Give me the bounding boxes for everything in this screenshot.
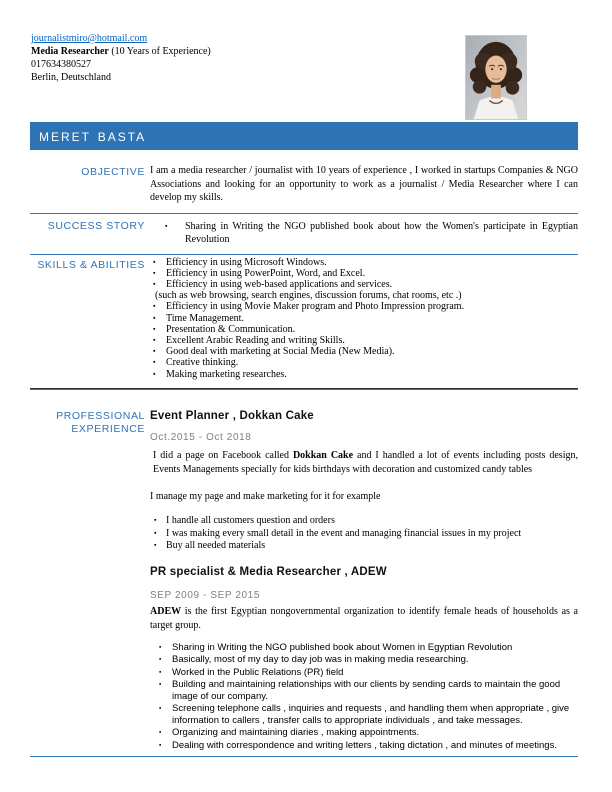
email-link[interactable]: journalistmiro@hotmail.com xyxy=(31,33,148,44)
person-name: meret basta xyxy=(39,126,147,145)
bullet-item: ▪ Basically, most of my day to day job was in making media researching. xyxy=(150,654,578,666)
profile-photo xyxy=(465,35,527,120)
job2-dates: SEP 2009 - SEP 2015 xyxy=(150,589,260,601)
contact-block xyxy=(31,32,211,84)
profile-photo-drawing xyxy=(466,36,526,119)
bullet-item: ▪ I handle all customers question and orders xyxy=(150,515,578,527)
bullet-item: ▪ Efficiency in using PowerPoint, Word, and Excel. xyxy=(150,268,578,279)
bullet-item: ▪ Creative thinking. xyxy=(150,357,578,368)
job-title-rest: (10 Years of Experience) xyxy=(108,46,211,57)
job1-paragraph: I manage my page and make marketing for it for example xyxy=(150,490,381,502)
job-title-line xyxy=(31,45,211,58)
section-success-story xyxy=(30,214,578,246)
phone-number: 017634380527 xyxy=(31,59,91,70)
bullet-item: ▪ Making marketing researches. xyxy=(150,369,578,380)
bullet-item: ▪ Buy all needed materials xyxy=(150,540,578,552)
job-title-bold: Media Researcher xyxy=(31,46,109,57)
job1-dates: Oct.2015 - Oct 2018 xyxy=(150,431,252,443)
location-text: Berlin, Deutschland xyxy=(31,72,111,83)
resume-body xyxy=(30,158,578,757)
bullet-item: ▪ Presentation & Communication. xyxy=(150,324,578,335)
bullet-item: ▪ Good deal with marketing at Social Media (New Media). xyxy=(150,346,578,357)
bullet-item: ▪ Screening telephone calls , inquiries and requests , and handling them when appropriate , give information to callers , transfer calls to appropriate individuals , and take messages. xyxy=(150,703,578,726)
skills-label: SKILLS & ABILITIES xyxy=(37,258,145,271)
bullet-item: ▪ Organizing and maintaining diaries , making appointments. xyxy=(150,727,578,739)
bullet-item: ▪ Efficiency in using Movie Maker program and Photo Impression program. xyxy=(150,301,578,312)
section-skills xyxy=(30,255,578,380)
experience-label: PROFESSIONAL EXPERIENCE xyxy=(56,409,145,435)
bullet-item: ▪ Efficiency in using web-based applications and services. xyxy=(150,279,578,290)
bullet-item: ▪ Excellent Arabic Reading and writing Skills. xyxy=(150,335,578,346)
list-note: (such as web browsing, search engines, discussion forums, chat rooms, etc .) xyxy=(155,290,462,302)
success-story-label: SUCCESS STORY xyxy=(47,219,145,232)
bullet-item: ▪ Worked in the Public Relations (PR) field xyxy=(150,667,578,679)
bullet-item: ▪ Sharing in Writing the NGO published book about how the Women's participate in Egyptian Revolution xyxy=(150,220,578,246)
bullet-item: ▪ Building and maintaining relationships with our clients by sending cards to maintain the good image of our company. xyxy=(150,679,578,702)
job1-title: Event Planner , Dokkan Cake xyxy=(150,409,314,422)
divider-bottom xyxy=(30,756,578,757)
bullet-item: ▪ Time Management. xyxy=(150,313,578,324)
bullet-item: ▪ Dealing with correspondence and writing letters , taking dictation , and minutes of meetings. xyxy=(150,740,578,752)
name-banner xyxy=(30,122,578,150)
section-experience xyxy=(30,390,578,753)
job1-description: I did a page on Facebook called Dokkan Cake and I handled a lot of events including posts design, Events Managements specially for kids birthdays with decoration and customized candy tables xyxy=(153,449,578,476)
bullet-item: ▪ Efficiency in using Microsoft Windows. xyxy=(150,257,578,268)
bullet-item: ▪ Sharing in Writing the NGO published book about Women in Egyptian Revolution xyxy=(150,642,578,654)
bullet-item: ▪ I was making every small detail in the event and managing financial issues in my project xyxy=(150,528,578,540)
objective-label: OBJECTIVE xyxy=(81,166,145,178)
section-objective xyxy=(30,158,578,205)
job2-title: PR specialist & Media Researcher , ADEW xyxy=(150,565,387,578)
objective-text: I am a media researcher / journalist with 10 years of experience , I worked in startups Companies & NGO Associations and looking for an opportunity to work as a journalist / Media Researcher where I can develop my skills. xyxy=(150,165,578,203)
job2-description: ADEW is the first Egyptian nongovernmental organization to identify female heads of households as a target group. xyxy=(150,605,578,632)
